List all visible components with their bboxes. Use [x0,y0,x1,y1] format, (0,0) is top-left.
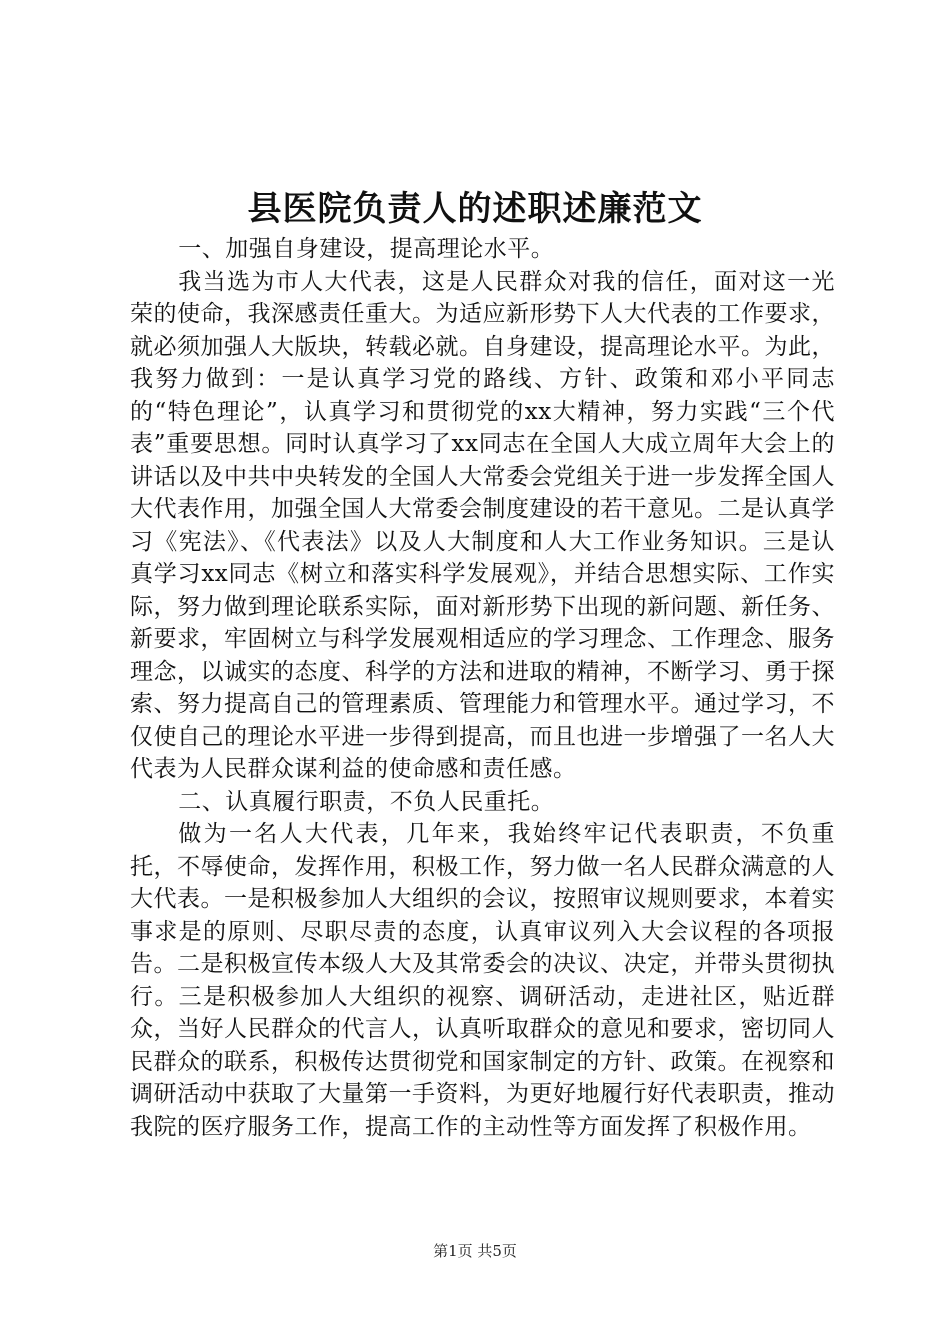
section-heading-2: 二、认真履行职责，不负人民重托。 [178,788,555,815]
body-paragraph-1: 我当选为市人大代表，这是人民群众对我的信任，面对这一光荣的使命，我深感责任重大。为适应新形势下人大代表的工作要求，就必须加强人大版块，转载必就。自身建设，提高理论水平。为此，我努力做到：一是认真学习党的路线、方针、政策和邓小平同志的“特色理论”，认真学习和贯彻党的xx大精神，努力实践“三个代表”重要思想。同时认真学习了xx同志在全国人大成立周年大会上的讲话以及中共中央转发的全国人大常委会党组关于进一步发挥全国人大代表作用，加强全国人大常委会制度建设的若干意见。二是认真学习《宪法》、《代表法》以及人大制度和人大工作业务知识。三是认真学习xx同志《树立和落实科学发展观》，并结合思想实际、工作实际，努力做到理论联系实际，面对新形势下出现的新问题、新任务、新要求，牢固树立与科学发展观相适应的学习理念、工作理念、服务理念，以诚实的态度、科学的方法和进取的精神，不断学习、勇于探索、努力提高自己的管理素质、管理能力和管理水平。通过学习，不仅使自己的理论水平进一步得到提高，而且也进一步增强了一名人大代表为人民群众谋利益的使命感和责任感。 [130,268,835,782]
page-footer: 第1页 共5页 [433,1242,517,1260]
section-heading-1: 一、加强自身建设，提高理论水平。 [178,236,555,262]
body-paragraph-2: 做为一名人大代表，几年来，我始终牢记代表职责，不负重托，不辱使命，发挥作用，积极工作，努力做一名人民群众满意的人大代表。一是积极参加人大组织的会议，按照审议规则要求，本着实事求是的原则、尽职尽责的态度，认真审议列入大会议程的各项报告。二是积极宣传本级人大及其常委会的决议、决定，并带头贯彻执行。三是积极参加人大组织的视察、调研活动，走进社区，贴近群众，当好人民群众的代言人，认真听取群众的意见和要求，密切同人民群众的联系，积极传达贯彻党和国家制定的方针、政策。在视察和调研活动中获取了大量第一手资料，为更好地履行好代表职责，推动我院的医疗服务工作，提高工作的主动性等方面发挥了积极作用。 [130,821,835,1140]
document-body [130,233,835,1143]
document-title: 县医院负责人的述职述廉范文 [247,189,703,229]
